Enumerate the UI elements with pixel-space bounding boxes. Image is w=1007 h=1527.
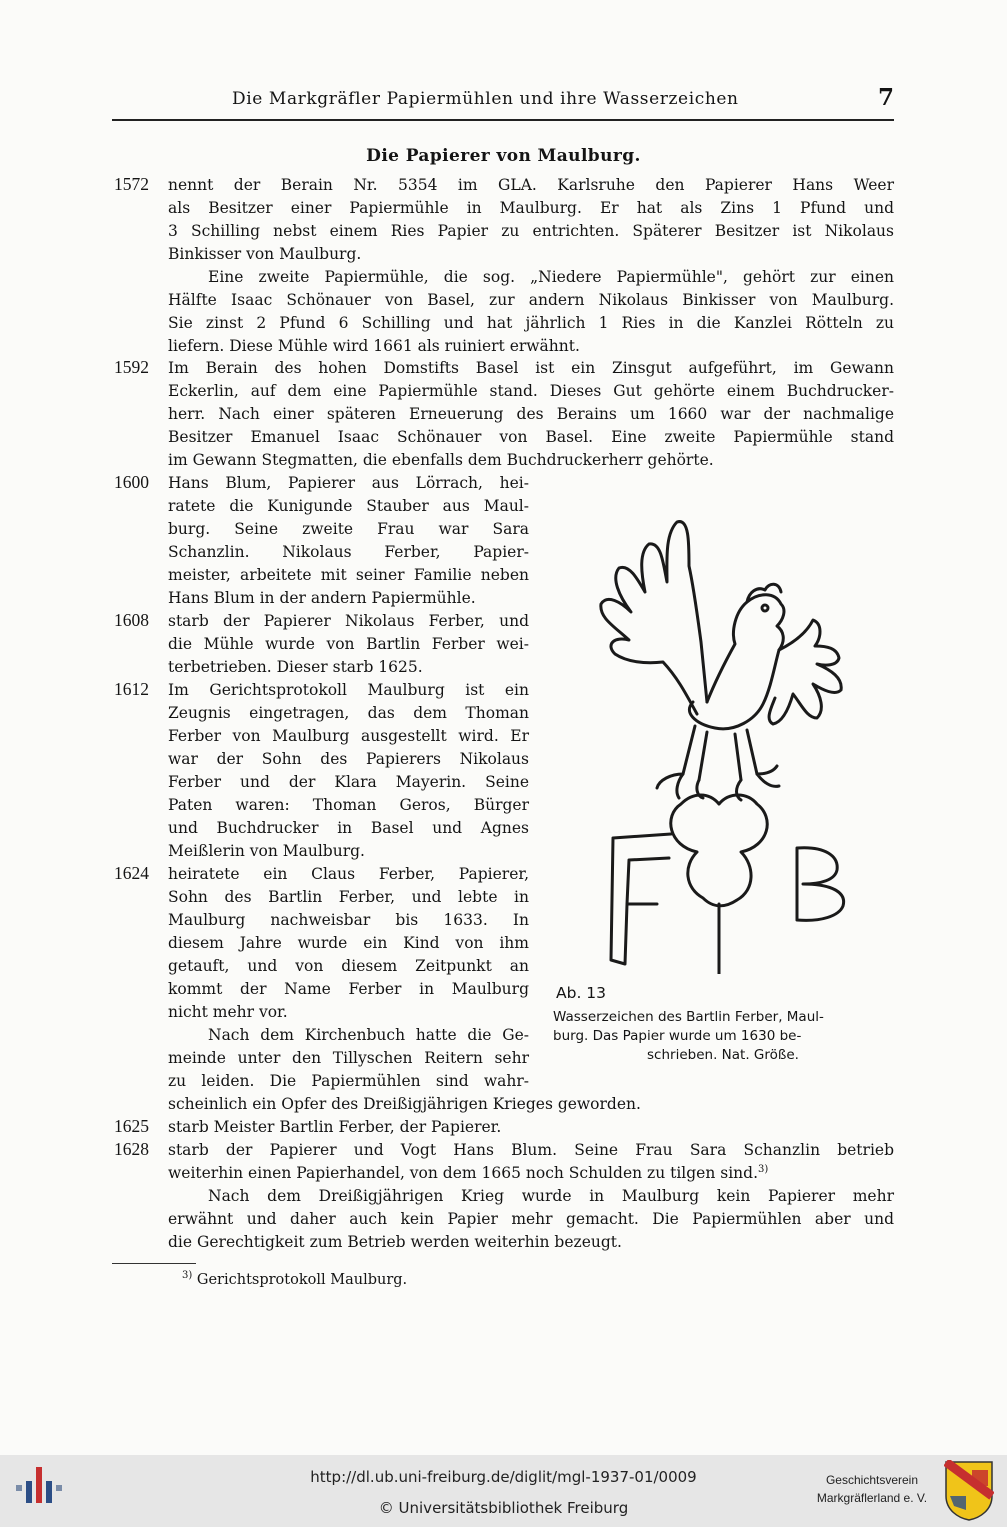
text-line: Ferber und der Klara Mayerin. Seine: [168, 773, 529, 791]
running-title: Die Markgräfler Papiermühlen und ihre Wasserzeichen: [232, 89, 739, 109]
text-line: starb der Papierer Nikolaus Ferber, und: [168, 612, 529, 630]
entry-year: 1624: [114, 863, 149, 883]
entry-year: 1600: [114, 472, 149, 492]
entry-1608: [114, 610, 529, 679]
text-line: war der Sohn des Papierers Nikolaus: [168, 750, 529, 768]
text-line: Paten waren: Thoman Geros, Bürger: [168, 796, 529, 814]
footnote: [182, 1270, 407, 1288]
text-line: diesem Jahre wurde ein Kind von ihm: [168, 934, 529, 952]
section-title: Die Papierer von Maulburg.: [366, 146, 641, 166]
text-line: die Gerechtigkeit zum Betrieb werden weiterhin bezeugt.: [168, 1233, 622, 1251]
caption-line: Wasserzeichen des Bartlin Ferber, Maul-: [553, 1009, 824, 1025]
text-line: Ferber von Maulburg ausgestellt wird. Er: [168, 727, 529, 745]
text-line: nicht mehr vor.: [168, 1003, 288, 1021]
text-line: scheinlich ein Opfer des Dreißigjährigen Krieges geworden.: [168, 1095, 641, 1113]
text-line: starb Meister Bartlin Ferber, der Papierer.: [168, 1118, 502, 1136]
text-line: im Gewann Stegmatten, die ebenfalls dem Buchdruckerherr gehörte.: [168, 451, 714, 469]
text-line: Maulburg nachweisbar bis 1633. In: [168, 911, 529, 929]
text-line: Hans Blum, Papierer aus Lörrach, hei-: [168, 474, 529, 492]
text-line: [168, 1162, 894, 1185]
running-head: [112, 86, 894, 116]
bird-legs: [683, 726, 757, 780]
org-line: Geschichtsverein: [825, 1473, 919, 1487]
entry-1572: [114, 174, 894, 358]
footer-org-name: [806, 1471, 938, 1507]
text-line: heiratete ein Claus Ferber, Papierer,: [168, 865, 529, 883]
entry-year: 1592: [114, 357, 149, 377]
text-line: Sohn des Bartlin Ferber, und lebte in: [168, 888, 529, 906]
footnote-rule: [112, 1263, 196, 1264]
text-line: Besitzer Emanuel Isaac Schönauer von Basel. Eine zweite Papiermühle stand: [168, 428, 894, 446]
text-line: getauft, und von diesem Zeitpunkt an: [168, 957, 529, 975]
text-line: Hans Blum in der andern Papiermühle.: [168, 589, 476, 607]
text-line: Im Gerichtsprotokoll Maulburg ist ein: [168, 681, 529, 699]
text-line: Hälfte Isaac Schönauer von Basel, zur andern Nikolaus Binkisser von Maulburg.: [168, 291, 894, 309]
footer-bar: [0, 1455, 1007, 1527]
footer-url-link[interactable]: http://dl.ub.uni-freiburg.de/diglit/mgl-1937-01/0009: [310, 1468, 697, 1486]
footnote-text: Gerichtsprotokoll Maulburg.: [196, 1271, 408, 1288]
text-line: Eckerlin, auf dem eine Papiermühle stand. Dieses Gut gehörte einem Buchdrucker-: [168, 382, 894, 400]
entry-1612: [114, 679, 529, 863]
text-line: meister, arbeitete mit seiner Familie neben: [168, 566, 529, 584]
entry-1600: [114, 472, 529, 610]
org-line: Markgräflerland e. V.: [816, 1491, 928, 1505]
text-line: erwähnt und daher auch kein Papier mehr gemacht. Die Papiermühlen aber und: [168, 1210, 894, 1228]
text-line-content: weiterhin einen Papierhandel, von dem 1665 noch Schulden zu tilgen sind.: [168, 1164, 758, 1182]
entry-1592: [114, 357, 894, 472]
entry-year: 1572: [114, 174, 149, 194]
text-line: nennt der Berain Nr. 5354 im GLA. Karlsruhe den Papierer Hans Weer: [168, 176, 894, 194]
text-line: liefern. Diese Mühle wird 1661 als ruiniert erwähnt.: [168, 337, 580, 355]
text-line: Zeugnis eingetragen, das dem Thoman: [168, 704, 529, 722]
bird-right-wing: [769, 620, 841, 724]
text-line: Sie zinst 2 Pfund 6 Schilling und hat jährlich 1 Ries in die Kanzlei Rötteln zu: [168, 314, 894, 332]
footer-copyright: © Universitätsbibliothek Freiburg: [378, 1499, 629, 1517]
caption-line: schrieben. Nat. Größe.: [647, 1047, 799, 1063]
entry-year: 1608: [114, 610, 149, 630]
monogram-b: [797, 848, 844, 921]
text-line: als Besitzer einer Papiermühle in Maulburg. Er hat als Zins 1 Pfund und: [168, 199, 894, 217]
bird-claws: [657, 766, 779, 800]
text-line: terbetrieben. Dieser starb 1625.: [168, 658, 423, 676]
monogram-f: [611, 834, 671, 964]
trefoil: [671, 795, 767, 906]
entry-year: 1628: [114, 1139, 149, 1159]
text-line: Eine zweite Papiermühle, die sog. „Niedere Papiermühle", gehört zur einen: [208, 268, 894, 286]
text-line: herr. Nach einer späteren Erneuerung des Berains um 1660 war der nachmalige: [168, 405, 894, 423]
bird-left-wing: [601, 522, 707, 714]
text-line: 3 Schilling nebst einem Ries Papier zu entrichten. Späterer Besitzer ist Nikolaus: [168, 222, 894, 240]
entry-year: 1612: [114, 679, 149, 699]
text-line: die Mühle wurde von Bartlin Ferber wei-: [168, 635, 529, 653]
entry-year: 1625: [114, 1116, 149, 1136]
text-line: Binkisser von Maulburg.: [168, 245, 362, 263]
text-line: Schanzlin. Nikolaus Ferber, Papier-: [168, 543, 529, 561]
header-rule: [112, 119, 894, 121]
text-line: zu leiden. Die Papiermühlen sind wahr-: [168, 1072, 529, 1090]
figure-caption: [553, 1008, 893, 1065]
monogram-f-label: F: [615, 932, 616, 933]
page-number: 7: [877, 84, 894, 111]
text-line: Nach dem Kirchenbuch hatte die Ge-: [208, 1026, 529, 1044]
text-line: starb der Papierer und Vogt Hans Blum. Seine Frau Sara Schanzlin betrieb: [168, 1141, 894, 1159]
bird-eye: [762, 605, 768, 611]
watermark-figure: [585, 512, 855, 974]
text-line: burg. Seine zweite Frau war Sara: [168, 520, 529, 538]
text-line: Nach dem Dreißigjährigen Krieg wurde in Maulburg kein Papierer mehr: [208, 1187, 894, 1205]
entry-1628: [114, 1139, 894, 1254]
caption-line: burg. Das Papier wurde um 1630 be-: [553, 1028, 802, 1044]
text-line: und Buchdrucker in Basel und Agnes: [168, 819, 529, 837]
entry-1625: [114, 1116, 894, 1139]
text-line: Im Berain des hohen Domstifts Basel ist ein Zinsgut aufgeführt, im Gewann: [168, 359, 894, 377]
footnote-ref: 3): [758, 1163, 769, 1175]
text-line: Meißlerin von Maulburg.: [168, 842, 365, 860]
figure-label: Ab. 13: [556, 984, 607, 1002]
footnote-marker: 3): [182, 1270, 193, 1281]
monogram-b-label: B: [797, 932, 798, 933]
crest-icon[interactable]: [944, 1460, 994, 1522]
text-line: ratete die Kunigunde Stauber aus Maul-: [168, 497, 529, 515]
text-line: kommt der Name Ferber in Maulburg: [168, 980, 529, 998]
text-line: meinde unter den Tillyschen Reitern sehr: [168, 1049, 529, 1067]
